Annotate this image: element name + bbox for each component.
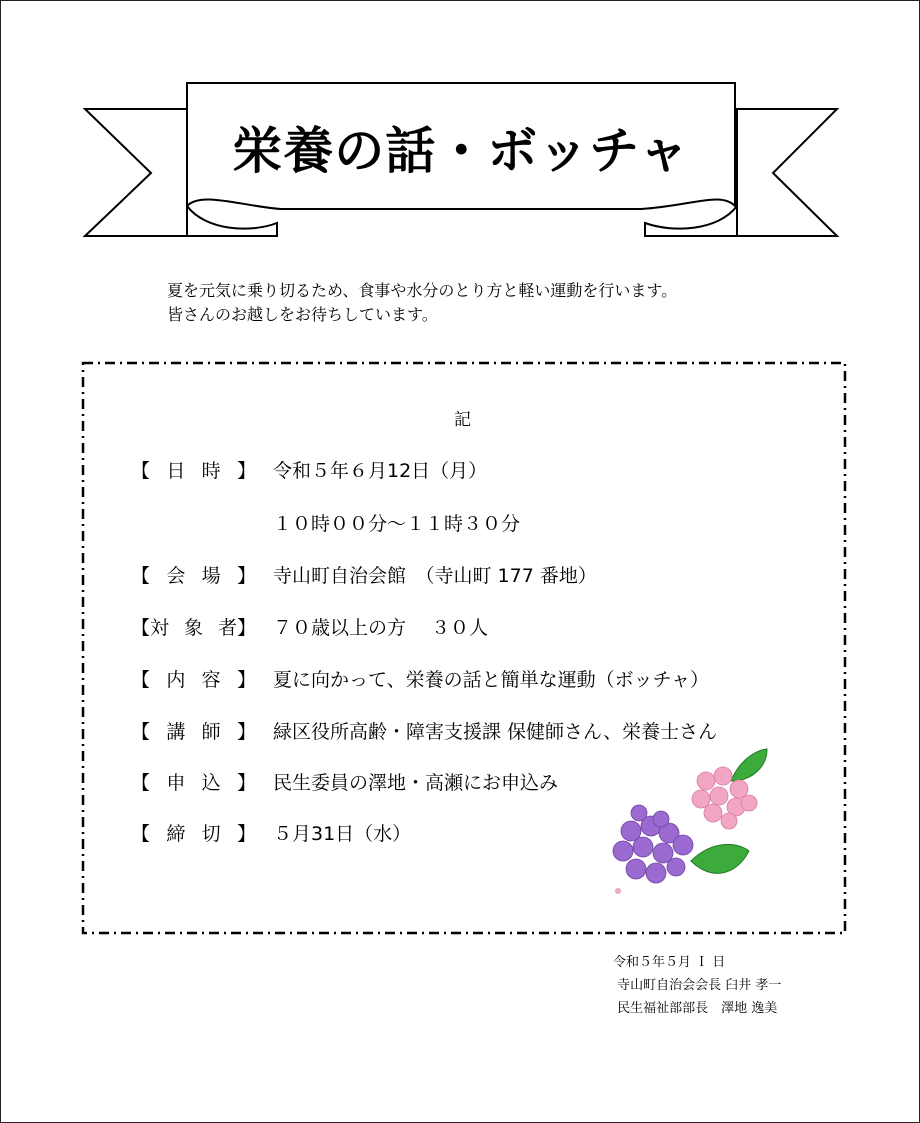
hydrangea-illustration [601,741,781,901]
footer-signature [613,951,781,1020]
footer-line: 寺山町自治会会長 臼井 孝一 [613,978,782,993]
detail-label: 【対 象 者】 [131,617,256,639]
detail-label: 【 日 時 】 [131,460,256,482]
detail-value: １０時００分～１１時３０分 [273,513,521,535]
detail-label: 【 会 場 】 [131,565,256,587]
detail-label: 【 講 師 】 [131,721,256,743]
detail-label: 【 内 容 】 [131,669,256,691]
detail-value: 夏に向かって、栄養の話と簡単な運動（ボッチャ） [273,669,710,691]
notice-heading: 記 [454,410,471,430]
detail-value: 民生委員の澤地・高瀬にお申込み [273,772,559,794]
detail-label: 【 締 切 】 [131,823,256,845]
intro-line: 皆さんのお越しをお待ちしています。 [167,305,438,324]
footer-date: 令和５年５月 Ｉ 日 [613,955,726,970]
intro-line: 夏を元気に乗り切るため、食事や水分のとり方と軽い運動を行います。 [167,281,678,300]
detail-value: ７０歳以上の方 ３０人 [273,617,489,639]
detail-value: 寺山町自治会館 （寺山町 177 番地） [273,565,597,587]
detail-value: 令和５年６月12日（月） [273,460,488,482]
detail-label: 【 申 込 】 [131,772,256,794]
detail-value: 緑区役所高齢・障害支援課 保健師さん、栄養士さん [273,721,718,743]
page-title: 栄養の話・ボッチャ [232,122,690,180]
detail-value: ５月31日（水） [273,823,412,845]
footer-line: 民生福祉部部長 澤地 逸美 [613,1001,778,1016]
intro-text [167,279,677,327]
